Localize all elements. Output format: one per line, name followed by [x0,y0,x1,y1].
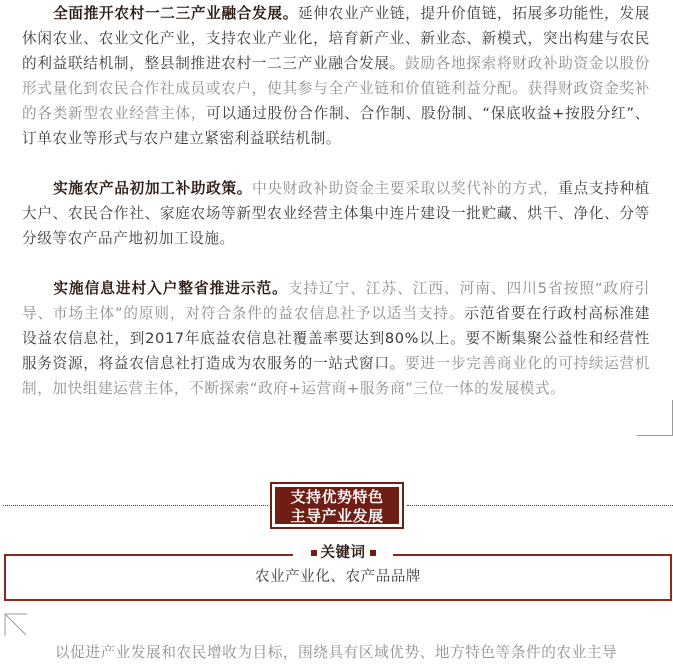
corner-arrow-icon [4,613,28,637]
section-title-box [270,482,404,529]
keywords-label: 关键词 [320,545,366,561]
section-integration [22,1,650,151]
section-integration-body-grey: 鼓励各地探索将财政补助资金以股份形式量化到农民合作社成员或农户，使其参与全产业链和价值链利益分配。获得财政资金奖补的各类新型农业经营主体， [22,55,650,122]
section-information-body-grey: 支持辽宁、江苏、江西、河南、四川5省按照“政府引导、市场主体”的原则，对符合条件的益农信息社予以适当支持。 [22,280,650,322]
section-processing-body-grey: 中央财政补助资金主要采取以奖代补的方式， [252,180,559,197]
section-integration-body-2: 可以通过股份合作制、合作制、股份制、“保底收益+按股分红”、订单农业等形式与农户建立紧密利益联结机制。 [22,105,650,147]
diamond-bullet-icon [370,550,376,556]
diamond-bullet-icon [311,550,317,556]
section-title [275,487,399,524]
section-information [22,276,650,401]
divider-dotted-right [407,505,673,506]
section-title-line1: 支持优势特色 [290,488,384,506]
section-information-heading: 实施信息进村入户整省推进示范。 [53,280,288,297]
keywords-content: 农业产业化、农产品品牌 [254,569,422,585]
section-processing [22,176,650,251]
corner-bracket-decoration [637,400,673,436]
section-title-line2: 主导产业发展 [290,507,384,525]
section-integration-body: 延伸农业产业链，提升价值链，拓展多功能性，发展休闲农业、农业文化产业，支持农业产业化，培育新产业、新业态、新模式，突出构建与农民的利益联结机制，整县制推进农村一二三产业融合发展。 [22,5,650,72]
section-processing-heading: 实施农产品初加工补助政策。 [53,180,253,197]
keywords-label-wrap [293,542,393,564]
section-information-body: 示范省要在行政村高标准建设益农信息社，到2017年底益农信息社覆盖率要达到80%以上。要不断集聚公益性和经营性服务资源，将益农信息社打造成为农服务的一站式窗口。 [22,305,651,372]
section-processing-body: 重点支持种植大户、农民合作社、家庭农场等新型农业经营主体集中连片建设一批贮藏、烘干、净化、分等分级等农产品产地初加工设施。 [22,180,650,247]
section-information-body-grey-2: 要进一步完善商业化的可持续运营机制，加快组建运营主体，不断探索“政府+运营商+服务商”三位一体的发展模式。 [22,355,650,397]
divider-dotted-left [3,505,268,506]
section-leading-industry [55,640,655,665]
section-integration-heading: 全面推开农村一二三产业融合发展。 [53,5,299,22]
section-leading-industry-body: 以促进产业发展和农民增收为目标，围绕具有区域优势、地方特色等条件的农业主导 [55,644,618,661]
